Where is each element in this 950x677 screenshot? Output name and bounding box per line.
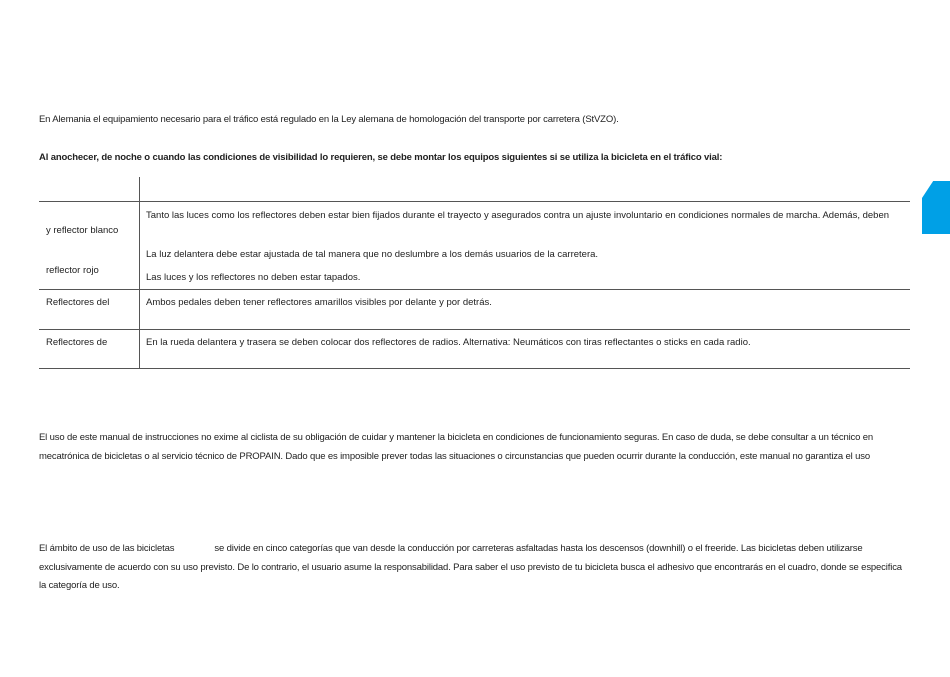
table-row-label: y reflector blanco [46,225,119,236]
lead-paragraph: Al anochecer, de noche o cuando las condiciones de visibilidad lo requieren, se debe montar los equipos siguientes si se utiliza la bicicleta en el tráfico vial: [39,152,723,163]
table-row-text: Las luces y los reflectores no deben estar tapados. [146,272,361,283]
table-row-label: reflector rojo [46,265,99,276]
intro-paragraph: En Alemania el equipamiento necesario para el tráfico está regulado en la Ley alemana de homologación del transporte por carretera (StVZO). [39,114,619,125]
table-row-label: Reflectores del [46,297,110,308]
usage-text-rest: se divide en cinco categorías que van desde la conducción por carreteras asfaltadas hasta los descensos (downhill) o el freeride. Las bicicletas deben utilizarse exclusivamente de acuerdo con su uso previsto. De lo contrario, el usuario asume la responsabilidad. Para saber el uso previsto de tu bicicleta busca el adhesivo que encontrarás en el cuadro, donde se especifica la categoría de uso. [39,543,902,591]
table-row-text: La luz delantera debe estar ajustada de tal manera que no deslumbre a los demás usuarios de la carretera. [146,249,599,260]
table-row-label: Reflectores de [46,337,108,348]
usage-text-start: El ámbito de uso de las bicicletas [39,543,175,554]
table-row-text: En la rueda delantera y trasera se deben colocar dos reflectores de radios. Alternativa: Neumáticos con tiras reflectantes o sticks en cada radio. [146,337,751,348]
table-column-divider [139,177,140,369]
table-row-text: Ambos pedales deben tener reflectores amarillos visibles por delante y por detrás. [146,297,492,308]
usage-scope-paragraph [39,540,909,596]
table-row-text: Tanto las luces como los reflectores deben estar bien fijados durante el trayecto y asegurados contra un ajuste involuntario en condiciones normales de marcha. Además, deben [146,210,890,221]
manual-disclaimer-paragraph: El uso de este manual de instrucciones no exime al ciclista de su obligación de cuidar y mantener la bicicleta en condiciones de funcionamiento seguras. En caso de duda, se debe consultar a un técnico en mecatrónica de bicicletas o al servicio técnico de PROPAIN. Dado que es imposible prever todas las situaciones o circunstancias que pueden ocurrir durante la conducción, este manual no garantiza el uso [39,432,874,462]
table-rule [39,201,910,202]
table-rule [39,329,910,330]
table-rule [39,289,910,290]
lighting-equipment-table [39,177,910,369]
chapter-tab-marker [922,181,950,234]
table-rule [39,368,910,369]
